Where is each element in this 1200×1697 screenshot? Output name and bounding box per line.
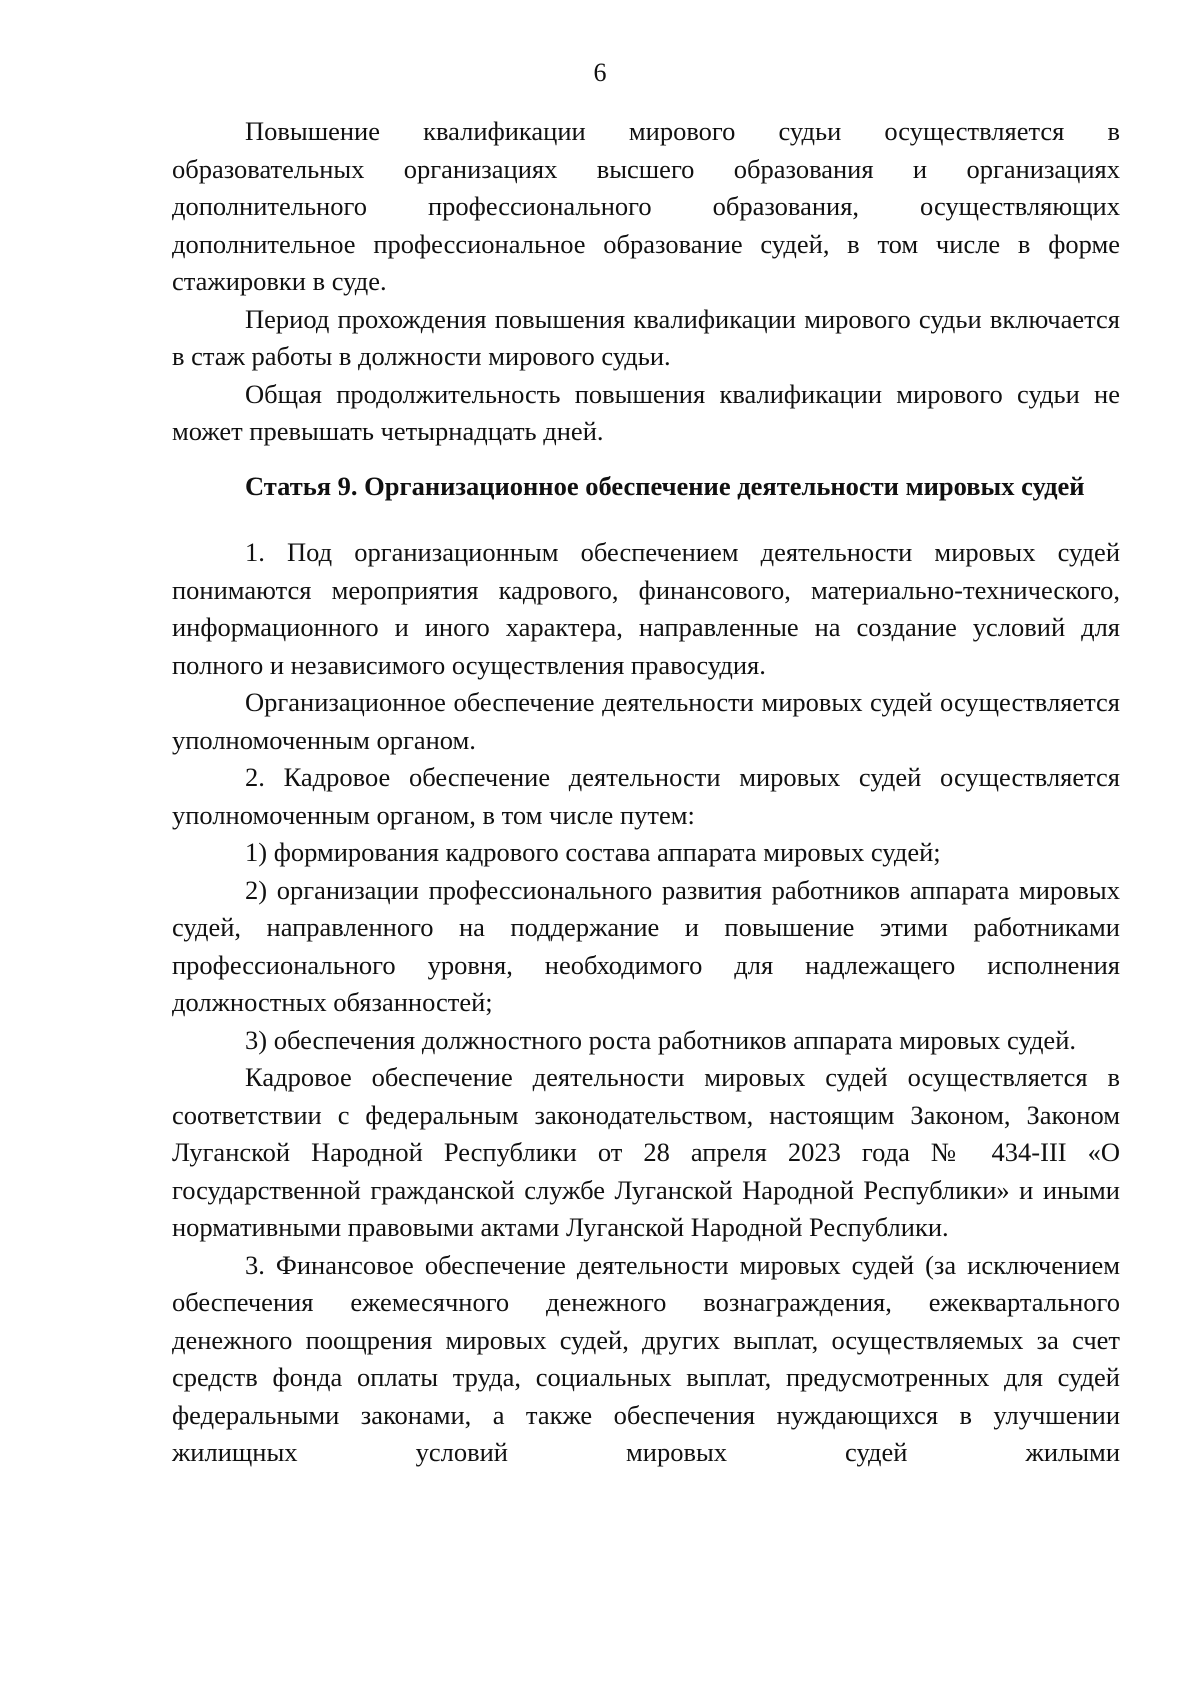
paragraph-point-2: 2. Кадровое обеспечение деятельности мировых судей осуществляется уполномоченным органом, в том числе путем: [172,762,1120,830]
list-item-1: 1) формирования кадрового состава аппарата мировых судей; [245,837,941,867]
paragraph-qualification-duration: Общая продолжительность повышения квалификации мирового судьи не может превышать четырнадцать дней. [172,378,1120,446]
paragraph-staffing-legislation: Кадровое обеспечение деятельности мировых судей осуществляется в соответствии с федеральным законодательством, настоящим Законом, Законом Луганской Народной Республики от 28 апреля 2023 года № 434-III «О государственной гражданской службе Луганской Народной Республики» и иными нормативными правовыми актами Луганской Народной Республики. [172,1062,1120,1242]
page-number: 6 [593,58,607,87]
paragraph-point-1: 1. Под организационным обеспечением деятельности мировых судей понимаются мероприятия кадрового, финансового, материально-технического, информационного и иного характера, направленные на создание условий для полного и независимого осуществления правосудия. [172,537,1120,680]
document-body [172,113,1120,1472]
paragraph-authorized-body: Организационное обеспечение деятельности мировых судей осуществляется уполномоченным органом. [172,687,1120,755]
paragraph-qualification-institutions: Повышение квалификации мирового судьи осуществляется в образовательных организациях высшего образования и организациях дополнительного профессионального образования, осуществляющих дополнительное профессиональное образование судей, в том числе в форме стажировки в суде. [172,116,1120,296]
list-item-3: 3) обеспечения должностного роста работников аппарата мировых судей. [245,1024,1076,1055]
article-heading: Статья 9. Организационное обеспечение деятельности мировых судей [245,470,1085,501]
paragraph-qualification-period: Период прохождения повышения квалификации мирового судьи включается в стаж работы в должности мирового судьи. [172,303,1120,371]
list-item-2: 2) организации профессионального развития работников аппарата мировых судей, направленного на поддержание и повышение этими работниками профессионального уровня, необходимого для надлежащего исполнения должностных обязанностей; [172,874,1120,1017]
paragraph-point-3: 3. Финансовое обеспечение деятельности мировых судей (за исключением обеспечения ежемесячного денежного вознаграждения, ежеквартального денежного поощрения мировых судей, других выплат, осуществляемых за счет средств фонда оплаты труда, социальных выплат, предусмотренных для судей федеральными законами, а также обеспечения нуждающихся в улучшении жилищных условий мировых судей жилыми [172,1249,1120,1467]
